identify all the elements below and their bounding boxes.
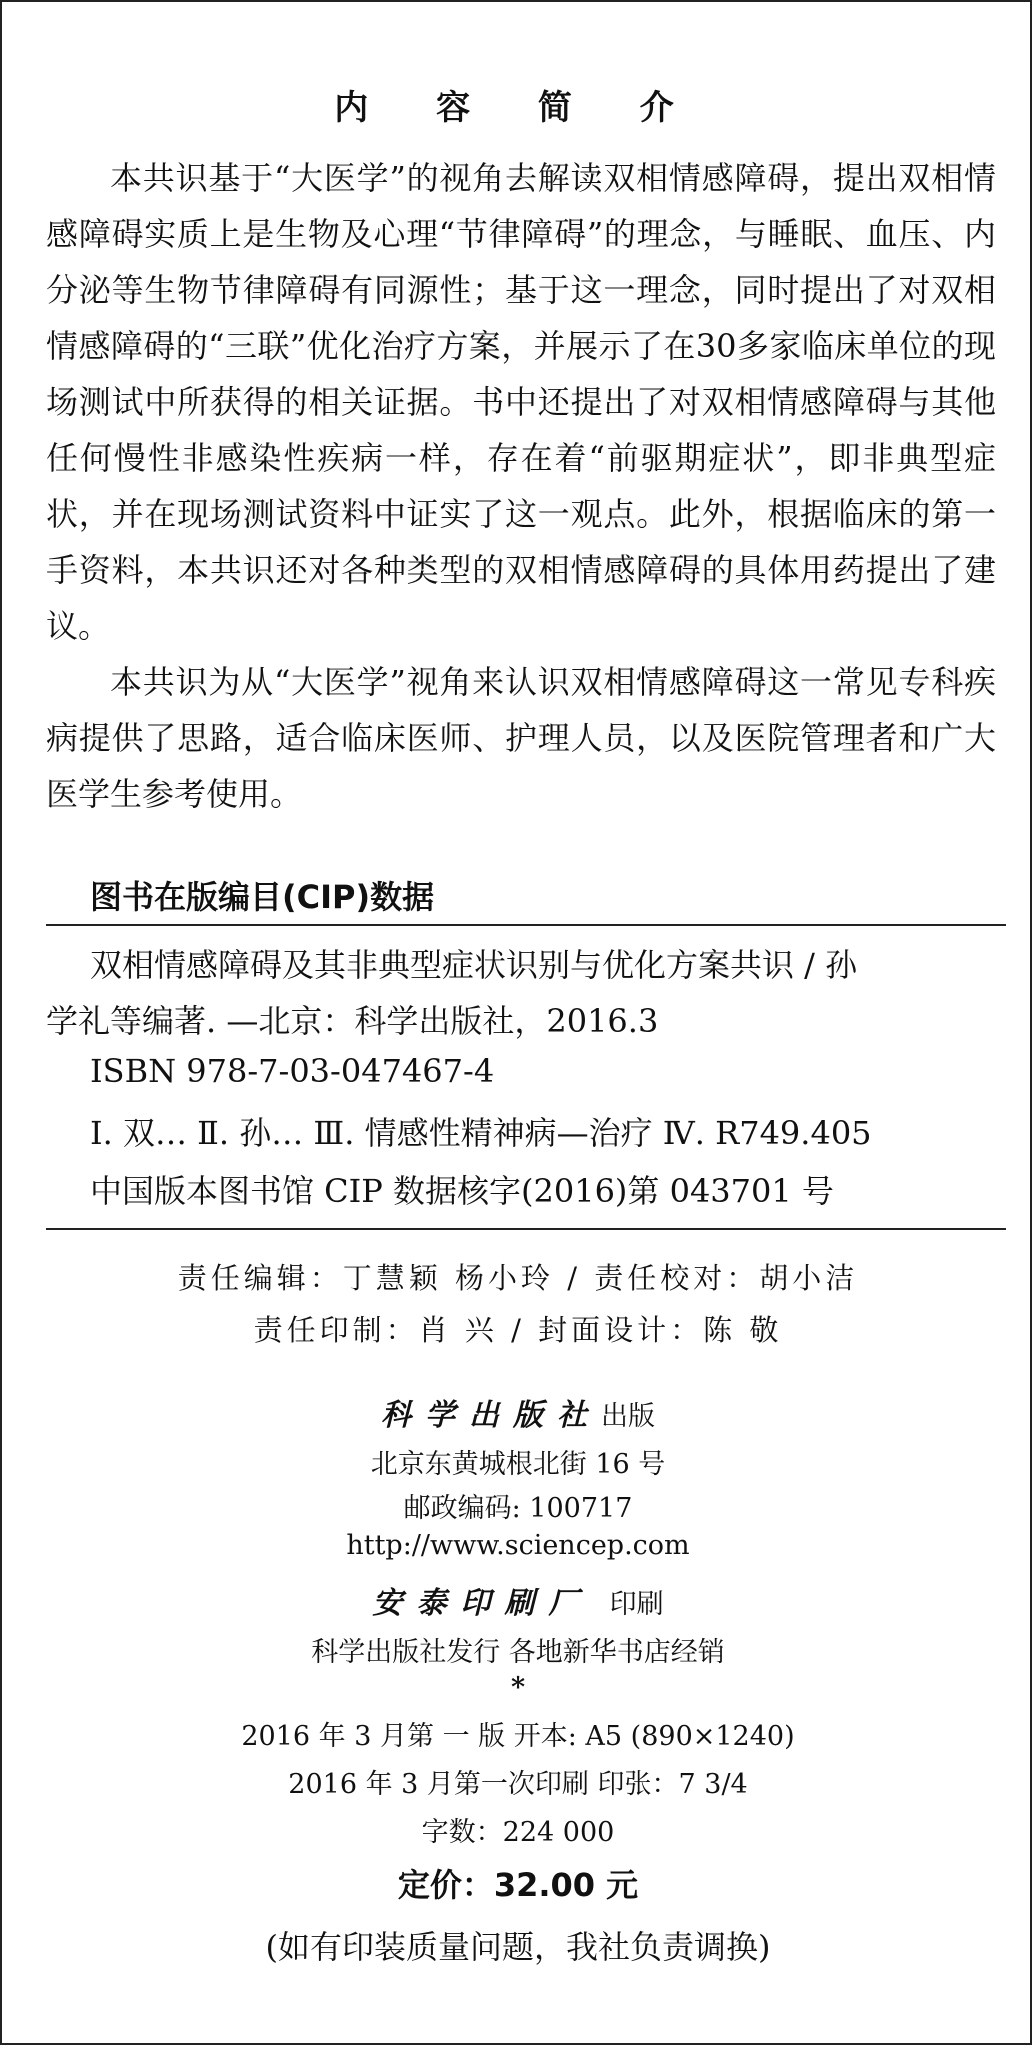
cip-classification: Ⅰ. 双… Ⅱ. 孙… Ⅲ. 情感性精神病—治疗 Ⅳ. R749.405 bbox=[90, 1114, 872, 1152]
cip-record: 中国版本图书馆 CIP 数据核字(2016)第 043701 号 bbox=[90, 1172, 834, 1210]
cip-heading: 图书在版编目(CIP)数据 bbox=[90, 878, 435, 916]
quality-notice: (如有印装质量问题，我社负责调换) bbox=[265, 1928, 771, 1966]
divider-bottom bbox=[46, 1228, 1006, 1230]
publisher-suffix: 出版 bbox=[601, 1401, 655, 1432]
cip-title-line-2: 学礼等编著. —北京：科学出版社，2016.3 bbox=[46, 1002, 659, 1040]
page-title: 内 容 简 介 bbox=[334, 88, 702, 128]
distribution-line: 科学出版社发行 各地新华书店经销 bbox=[311, 1637, 725, 1668]
separator-star: * bbox=[510, 1672, 526, 1703]
summary-paragraph-2: 本共识为从“大医学”视角来认识双相情感障碍这一常见专科疾病提供了思路，适合临床医师、护理人员，以及医院管理者和广大医学生参考使用。 bbox=[46, 663, 996, 813]
summary-paragraph-1: 本共识基于“大医学”的视角去解读双相情感障碍，提出双相情感障碍实质上是生物及心理“节律障碍”的理念，与睡眠、血压、内分泌等生物节律障碍有同源性；基于这一理念，同时提出了对双相情感障碍的“三联”优化治疗方案，并展示了在30多家临床单位的现场测试中所获得的相关证据。书中还提出了对双相情感障碍与其他任何慢性非感染性疾病一样，存在着“前驱期症状”，即非典型症状，并在现场测试资料中证实了这一观点。此外，根据临床的第一手资料，本共识还对各种类型的双相情感障碍的具体用药提出了建议。 bbox=[46, 159, 996, 645]
credits-line-1: 责任编辑：丁慧颖 杨小玲 / 责任校对：胡小洁 bbox=[177, 1261, 859, 1295]
publisher-postcode: 邮政编码: 100717 bbox=[403, 1493, 633, 1524]
printer-line bbox=[2, 1578, 1032, 1622]
price: 定价：32.00 元 bbox=[397, 1866, 639, 1904]
credits-line-2: 责任印制：肖 兴 / 封面设计：陈 敬 bbox=[253, 1313, 783, 1347]
divider-top bbox=[46, 924, 1006, 926]
edition-line-2: 2016 年 3 月第一次印刷 印张：7 3/4 bbox=[288, 1769, 748, 1800]
edition-line-1: 2016 年 3 月第 一 版 开本: A5 (890×1240) bbox=[241, 1721, 795, 1752]
publisher-url: http://www.sciencep.com bbox=[346, 1530, 690, 1561]
publisher-name: 科学出版社 bbox=[381, 1398, 601, 1433]
word-count: 字数：224 000 bbox=[421, 1817, 615, 1848]
summary bbox=[46, 150, 996, 822]
printer-name: 安泰印刷厂 bbox=[372, 1586, 593, 1621]
cip-title-line-1: 双相情感障碍及其非典型症状识别与优化方案共识 / 孙 bbox=[90, 946, 858, 984]
cip-isbn: ISBN 978-7-03-047467-4 bbox=[90, 1052, 495, 1090]
publisher-line bbox=[2, 1390, 1032, 1434]
printer-suffix: 印刷 bbox=[609, 1589, 664, 1620]
publisher-address: 北京东黄城根北街 16 号 bbox=[370, 1449, 666, 1480]
